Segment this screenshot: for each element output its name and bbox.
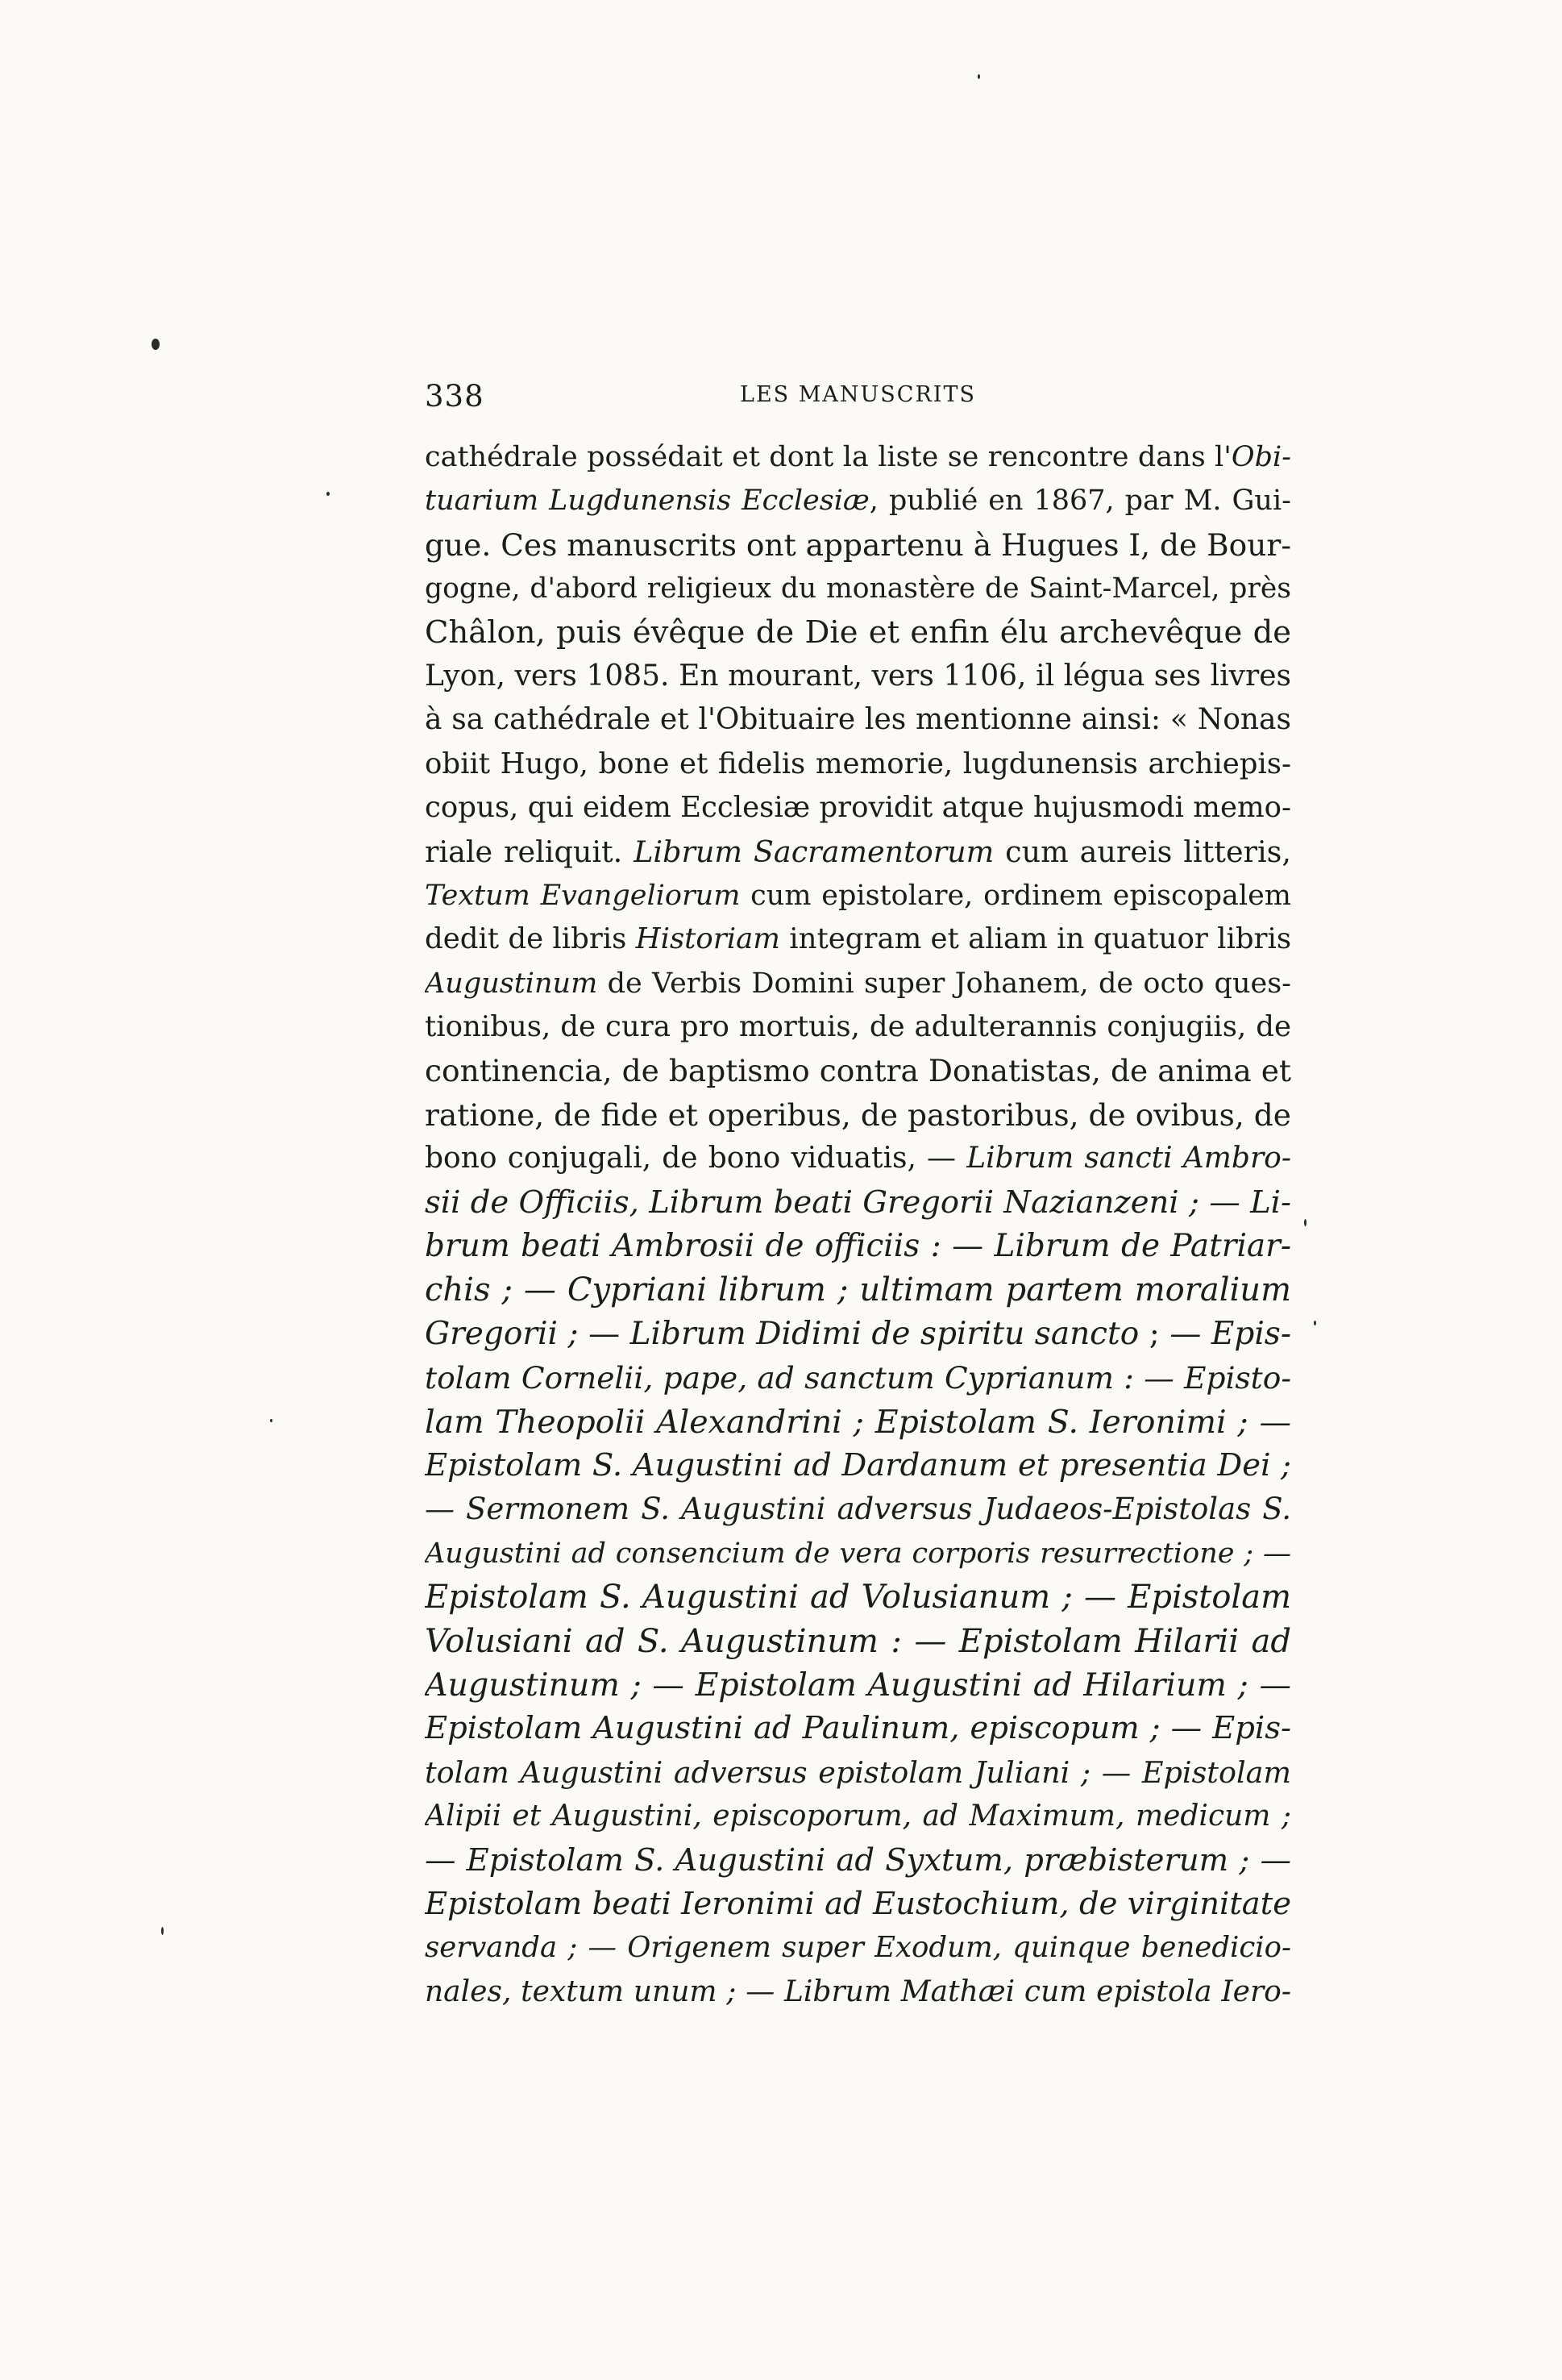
text-line (425, 874, 1291, 917)
text-run: gue. Ces manuscrits ont appartenu à Hugues I, de Bour- (425, 526, 1291, 563)
italic-text-run: Obi- (1231, 441, 1291, 473)
text-line (425, 1049, 1291, 1092)
text-run: à sa cathédrale et l'Obituaire les mentionne ainsi: « Nonas (425, 703, 1291, 737)
italic-text-run: Librum Sacramentorum (634, 834, 995, 869)
text-line (425, 962, 1291, 1005)
italic-text-run: Epistolam S. Augustini ad Volusianum ; — Epistolam (425, 1579, 1291, 1616)
text-line (425, 1751, 1291, 1795)
italic-text-run: Augustinum (425, 967, 598, 1000)
italic-text-run: — Sermonem S. Augustini adversus Judaeos-Epistolas S. (425, 1492, 1291, 1527)
text-line (425, 1620, 1291, 1663)
text-run: de Verbis Domini super Johanem, de octo ques- (597, 967, 1291, 1000)
text-run: cum epistolare, ordinem episcopalem (740, 879, 1291, 912)
text-line (425, 1005, 1291, 1049)
text-line (425, 1839, 1291, 1883)
text-line (425, 1926, 1291, 1970)
text-line (425, 1970, 1291, 2014)
italic-text-run: lam Theopolii Alexandrini ; Epistolam S. Ieronimi ; — (425, 1403, 1291, 1441)
italic-text-run: Historiam (635, 922, 780, 956)
italic-text-run: Textum Evangeliorum (425, 879, 741, 912)
text-line (425, 1883, 1291, 1926)
italic-text-run: nales, textum unum ; — Librum Mathæi cum epistola Iero- (425, 1974, 1291, 2008)
scan-speck (1304, 1219, 1307, 1226)
text-line (425, 1181, 1291, 1225)
text-run: continencia, de baptismo contra Donatistas, de anima et (425, 1053, 1291, 1089)
italic-text-run: Volusiani ad S. Augustinum : — Epistolam Hilarii ad (425, 1622, 1291, 1660)
text-run: Châlon, puis évêque de Die et enfin élu archevêque de (425, 614, 1291, 651)
italic-text-run: Augustini ad consencium de vera corporis resurrectione ; — (425, 1537, 1291, 1570)
scan-speck (152, 339, 160, 350)
italic-text-run: Epistolam beati Ieronimi ad Eustochium, de virginitate (425, 1885, 1291, 1922)
italic-text-run: Alipii et Augustini, episcoporum, ad Maximum, medicum ; (425, 1800, 1291, 1833)
italic-text-run: tolam Cornelii, pape, ad sanctum Cyprianum : — Episto- (425, 1360, 1291, 1396)
text-run: riale reliquit. (425, 834, 634, 869)
italic-text-run: Epistolam Augustini ad Paulinum, episcopum ; — Epis- (425, 1710, 1291, 1747)
text-line (425, 435, 1291, 479)
text-run: , publié en 1867, par M. Gui- (869, 485, 1291, 518)
running-title: LES MANUSCRITS (740, 382, 976, 407)
text-line (425, 567, 1291, 610)
italic-text-run: Epis- (1211, 1315, 1291, 1352)
text-line (425, 743, 1291, 786)
scan-speck (326, 492, 330, 496)
italic-text-run: Librum sancti Ambro- (966, 1142, 1291, 1175)
italic-text-run: brum beati Ambrosii de officiis : — Librum de Patriar- (425, 1228, 1291, 1265)
text-line (425, 1575, 1291, 1619)
text-line (425, 830, 1291, 874)
text-run: bono conjugali, de bono viduatis, — (425, 1142, 967, 1175)
text-line (425, 611, 1291, 655)
italic-text-run: tolam Augustini adversus epistolam Juliani ; — Epistolam (425, 1754, 1291, 1790)
text-line (425, 523, 1291, 567)
text-run: gogne, d'abord religieux du monastère de Saint-Marcel, près (425, 572, 1291, 605)
text-line (425, 1225, 1291, 1268)
text-run: ratione, de fide et operibus, de pastoribus, de ovibus, de (425, 1096, 1291, 1133)
text-line (425, 1313, 1291, 1356)
italic-text-run: — Epistolam S. Augustini ad Syxtum, præbisterum ; — (425, 1841, 1291, 1879)
italic-text-run: sii de Officiis, Librum beati Gregorii Nazianzeni ; — Li- (425, 1184, 1291, 1221)
text-run: ; — (1139, 1315, 1211, 1352)
text-line (425, 917, 1291, 961)
italic-text-run: Epistolam S. Augustini ad Dardanum et presentia Dei ; (425, 1446, 1291, 1483)
text-line (425, 655, 1291, 698)
body-text (425, 435, 1291, 2014)
text-run: cathédrale possédait et dont la liste se rencontre dans l' (425, 441, 1232, 473)
text-line (425, 1137, 1291, 1180)
text-line (425, 1795, 1291, 1838)
italic-text-run: tuarium Lugdunensis Ecclesiæ (425, 485, 870, 518)
running-head (425, 379, 1291, 427)
text-run: copus, qui eidem Ecclesiæ providit atque hujusmodi memo- (425, 791, 1291, 825)
text-line (425, 1532, 1291, 1575)
scan-speck (1314, 1321, 1316, 1325)
text-run: Lyon, vers 1085. En mourant, vers 1106, il légua ses livres (425, 659, 1291, 693)
text-run: tionibus, de cura pro mortuis, de adulterannis conjugiis, de (425, 1010, 1291, 1044)
text-line (425, 1400, 1291, 1444)
text-run: obiit Hugo, bone et fidelis memorie, lugdunensis archiepis- (425, 747, 1291, 780)
text-line (425, 1663, 1291, 1707)
text-line (425, 1707, 1291, 1750)
text-run: cum aureis litteris, (994, 834, 1291, 869)
text-line (425, 1356, 1291, 1400)
scan-speck (270, 1419, 272, 1422)
italic-text-run: chis ; — Cypriani librum ; ultimam partem moralium (425, 1271, 1291, 1309)
scan-speck (978, 74, 980, 79)
italic-text-run: servanda ; — Origenem super Exodum, quinque benedicio- (425, 1931, 1291, 1965)
page-number: 338 (425, 379, 484, 414)
text-line (425, 1093, 1291, 1137)
scan-speck (161, 1927, 164, 1935)
text-line (425, 1444, 1291, 1488)
text-run: integram et aliam in quatuor libris (779, 922, 1291, 956)
text-run: dedit de libris (425, 922, 636, 956)
italic-text-run: Gregorii ; — Librum Didimi de spiritu sancto (425, 1315, 1140, 1352)
text-line (425, 698, 1291, 742)
text-line (425, 786, 1291, 830)
text-line (425, 479, 1291, 522)
text-line (425, 1488, 1291, 1531)
text-line (425, 1268, 1291, 1312)
italic-text-run: Augustinum ; — Epistolam Augustini ad Hilarium ; — (425, 1666, 1291, 1704)
